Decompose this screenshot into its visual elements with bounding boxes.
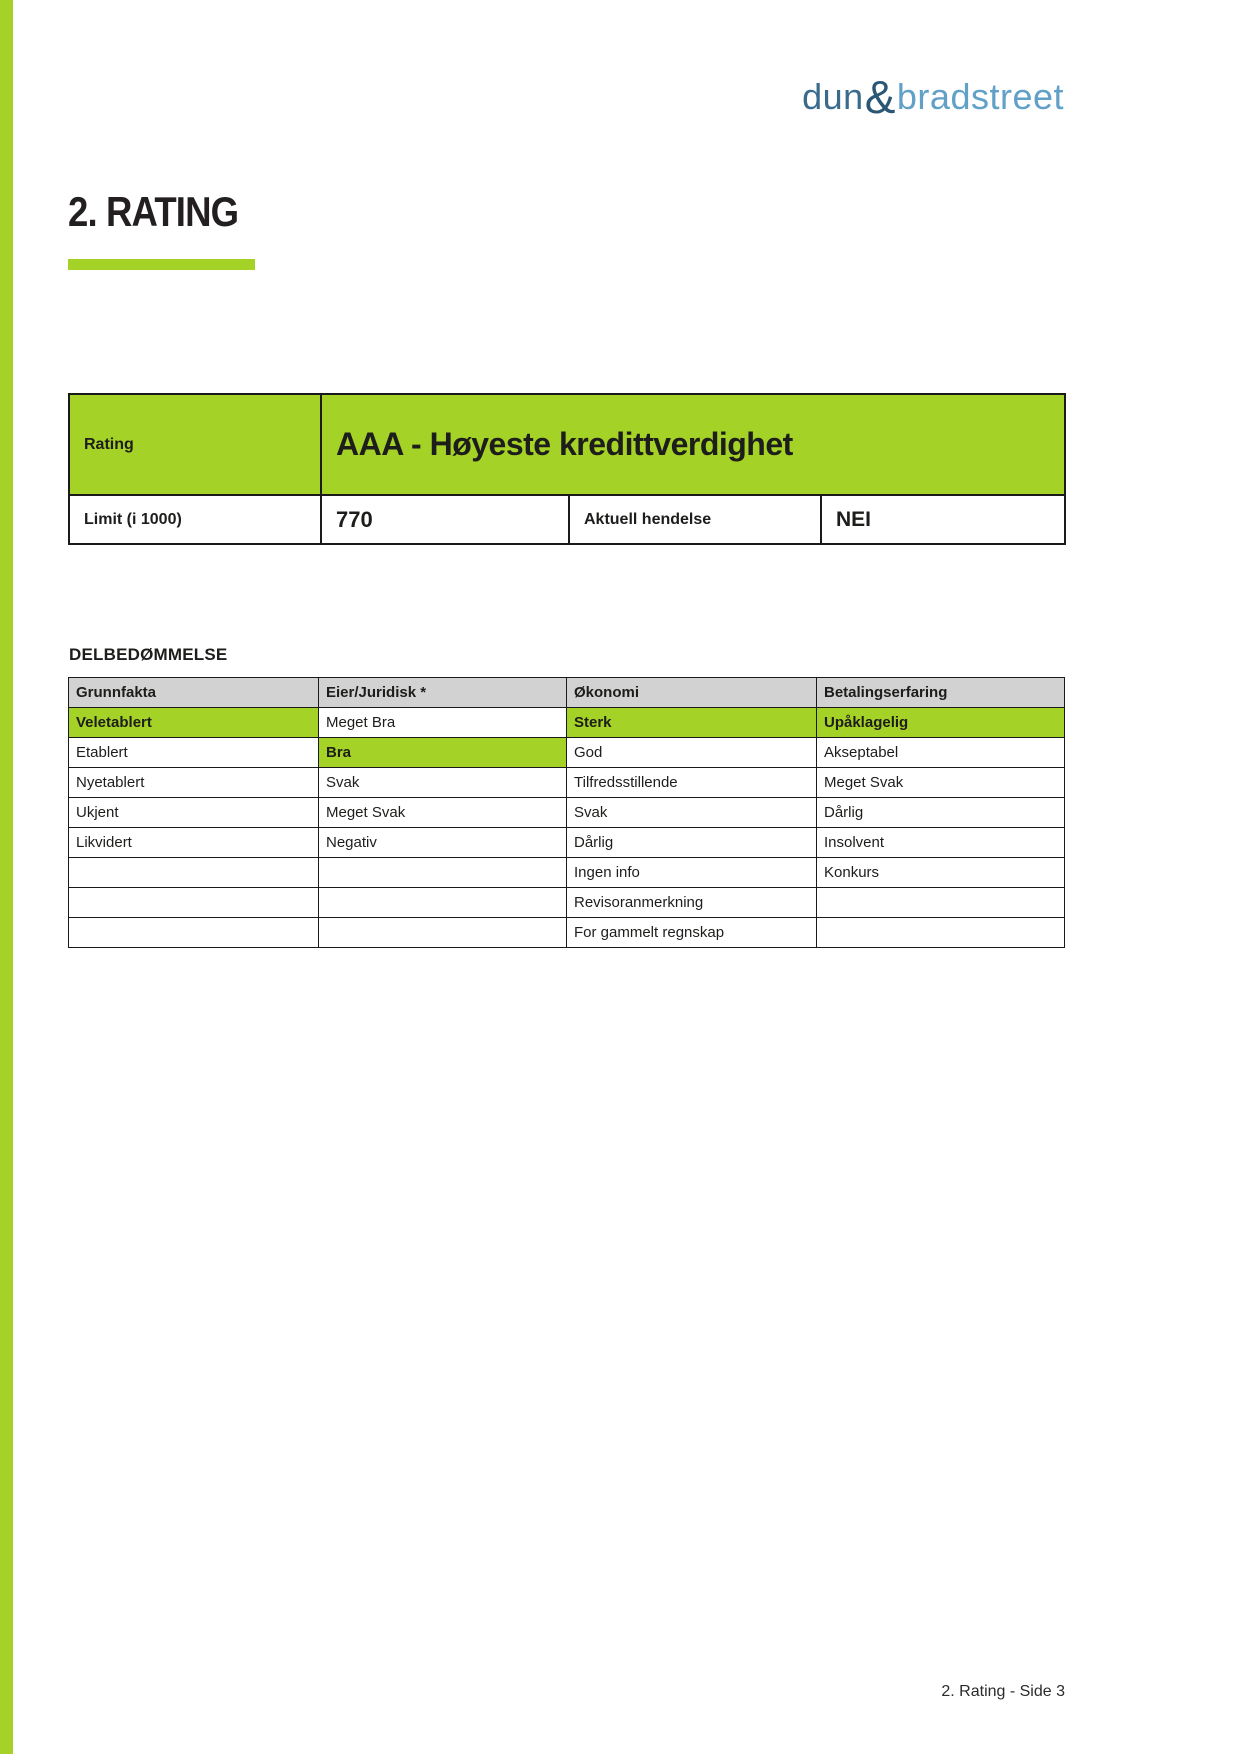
table-cell bbox=[319, 888, 567, 918]
table-cell: Veletablert bbox=[69, 708, 319, 738]
table-row bbox=[69, 918, 1065, 948]
table-cell: Konkurs bbox=[817, 858, 1065, 888]
table-cell: Dårlig bbox=[567, 828, 817, 858]
table-cell: Meget Svak bbox=[817, 768, 1065, 798]
title-underline-bar bbox=[68, 259, 255, 270]
table-cell bbox=[817, 918, 1065, 948]
table-cell bbox=[69, 888, 319, 918]
current-event-value: NEI bbox=[821, 495, 1065, 544]
table-row bbox=[69, 738, 1065, 768]
table-row bbox=[69, 798, 1065, 828]
current-event-label: Aktuell hendelse bbox=[569, 495, 821, 544]
table-cell: Likvidert bbox=[69, 828, 319, 858]
table-cell bbox=[319, 858, 567, 888]
table-cell: Dårlig bbox=[817, 798, 1065, 828]
rating-table bbox=[68, 393, 1066, 545]
table-cell: Negativ bbox=[319, 828, 567, 858]
column-header-eier-juridisk: Eier/Juridisk * bbox=[319, 678, 567, 708]
logo-bradstreet-text: bradstreet bbox=[896, 76, 1064, 117]
table-cell: God bbox=[567, 738, 817, 768]
table-cell: Meget Svak bbox=[319, 798, 567, 828]
table-cell: For gammelt regnskap bbox=[567, 918, 817, 948]
column-header-grunnfakta: Grunnfakta bbox=[69, 678, 319, 708]
limit-value: 770 bbox=[321, 495, 569, 544]
assessment-header-row bbox=[69, 678, 1065, 708]
table-row bbox=[69, 768, 1065, 798]
table-cell: Tilfredsstillende bbox=[567, 768, 817, 798]
table-cell bbox=[69, 858, 319, 888]
page-footer: 2. Rating - Side 3 bbox=[941, 1683, 1065, 1700]
table-cell: Sterk bbox=[567, 708, 817, 738]
limit-label: Limit (i 1000) bbox=[69, 495, 321, 544]
table-cell: Ingen info bbox=[567, 858, 817, 888]
table-row bbox=[69, 888, 1065, 918]
column-header-betalingserfaring: Betalingserfaring bbox=[817, 678, 1065, 708]
table-cell: Svak bbox=[319, 768, 567, 798]
left-accent-stripe bbox=[0, 0, 13, 1754]
rating-detail-row bbox=[69, 495, 1065, 544]
table-cell: Meget Bra bbox=[319, 708, 567, 738]
assessment-section-title: DELBEDØMMELSE bbox=[69, 645, 228, 664]
table-cell bbox=[69, 918, 319, 948]
table-row bbox=[69, 828, 1065, 858]
rating-label: Rating bbox=[69, 394, 321, 495]
table-cell: Akseptabel bbox=[817, 738, 1065, 768]
table-cell: Nyetablert bbox=[69, 768, 319, 798]
rating-value: AAA - Høyeste kredittverdighet bbox=[321, 394, 1065, 495]
table-cell: Bra bbox=[319, 738, 567, 768]
page-title: 2. RATING bbox=[68, 188, 239, 235]
rating-header-row bbox=[69, 394, 1065, 495]
logo-dun-text: dun bbox=[802, 76, 864, 117]
assessment-table-body bbox=[69, 708, 1065, 948]
table-cell bbox=[319, 918, 567, 948]
dun-bradstreet-logo bbox=[802, 71, 1064, 123]
logo-ampersand-icon: & bbox=[864, 71, 896, 123]
table-cell: Etablert bbox=[69, 738, 319, 768]
column-header-okonomi: Økonomi bbox=[567, 678, 817, 708]
table-cell: Revisoranmerkning bbox=[567, 888, 817, 918]
table-cell bbox=[817, 888, 1065, 918]
table-cell: Insolvent bbox=[817, 828, 1065, 858]
table-row bbox=[69, 708, 1065, 738]
table-cell: Upåklagelig bbox=[817, 708, 1065, 738]
assessment-table bbox=[68, 677, 1065, 948]
table-cell: Svak bbox=[567, 798, 817, 828]
table-row bbox=[69, 858, 1065, 888]
table-cell: Ukjent bbox=[69, 798, 319, 828]
